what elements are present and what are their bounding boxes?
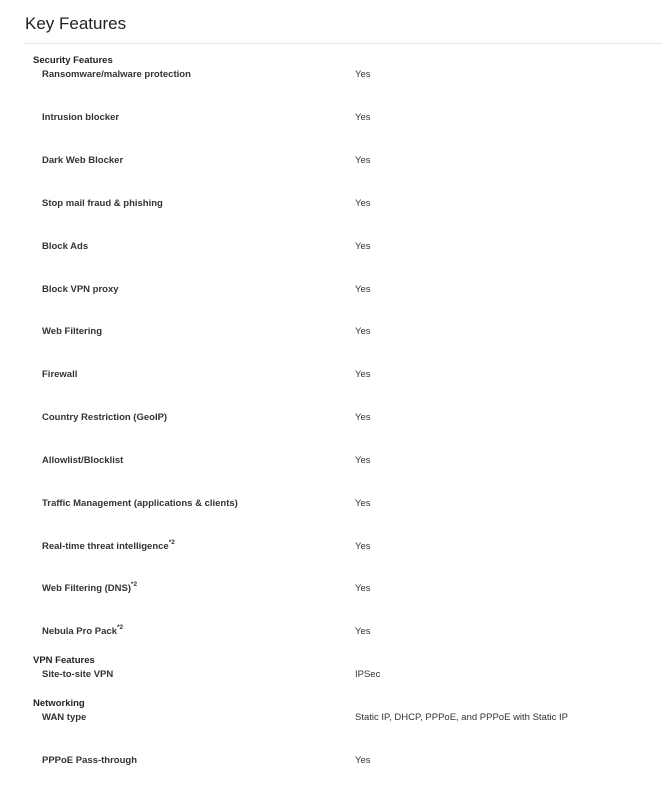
title-divider [25,43,662,44]
spec-row [0,112,662,126]
spec-row [0,712,662,726]
spec-row [0,669,662,683]
spec-row [0,369,662,383]
spec-row [0,541,662,555]
footnote-marker: *2 [168,539,175,546]
spec-value: Yes [355,284,371,295]
spec-row [0,198,662,212]
spec-label: Ransomware/malware protection [42,69,191,80]
spec-value: Yes [355,541,371,552]
spec-label: Site-to-site VPN [42,669,114,680]
spec-label: Intrusion blocker [42,112,120,123]
spec-value: Yes [355,198,371,209]
spec-value: Static IP, DHCP, PPPoE, and PPPoE with Static IP [355,712,568,723]
spec-label [42,541,175,552]
spec-value: Yes [355,755,371,766]
spec-row [0,69,662,83]
spec-row [0,241,662,255]
footnote-marker: *2 [116,624,124,631]
section-title-security: Security Features [33,55,113,66]
spec-row [0,755,662,769]
spec-label: Allowlist/Blocklist [42,455,124,466]
spec-label: Traffic Management (applications & clients) [42,498,238,509]
spec-row [0,412,662,426]
section-title-networking: Networking [33,698,85,709]
spec-label [42,583,137,594]
spec-row [0,284,662,298]
spec-label: Dark Web Blocker [42,155,124,166]
spec-value: Yes [355,498,371,509]
spec-row [0,155,662,169]
footnote-marker: *2 [131,581,138,588]
spec-row [0,455,662,469]
spec-value: Yes [355,112,371,123]
spec-value: Yes [355,626,371,637]
page-title: Key Features [25,14,127,33]
spec-value: Yes [355,455,371,466]
spec-value: Yes [355,583,371,594]
spec-row [0,626,662,640]
spec-label-text: Web Filtering (DNS) [42,583,132,594]
spec-label: WAN type [42,712,87,723]
spec-value: Yes [355,369,371,380]
spec-label: Stop mail fraud & phishing [42,198,163,209]
spec-row [0,326,662,340]
spec-row [0,583,662,597]
spec-label-text: Nebula Pro Pack [42,626,117,637]
spec-value: Yes [355,155,371,166]
spec-row [0,498,662,512]
spec-label: Block Ads [42,241,89,252]
spec-label-text: Real-time threat intelligence [42,541,169,552]
spec-value: Yes [355,241,371,252]
spec-value: Yes [355,326,371,337]
spec-label: Web Filtering [42,326,102,337]
spec-value: Yes [355,412,371,423]
spec-label: Block VPN proxy [42,284,119,295]
spec-value: Yes [355,69,371,80]
spec-label [42,626,123,637]
section-title-vpn: VPN Features [33,655,95,666]
spec-label: PPPoE Pass-through [42,755,138,766]
spec-label: Firewall [42,369,78,380]
spec-label: Country Restriction (GeoIP) [42,412,168,423]
spec-value: IPSec [355,669,381,680]
